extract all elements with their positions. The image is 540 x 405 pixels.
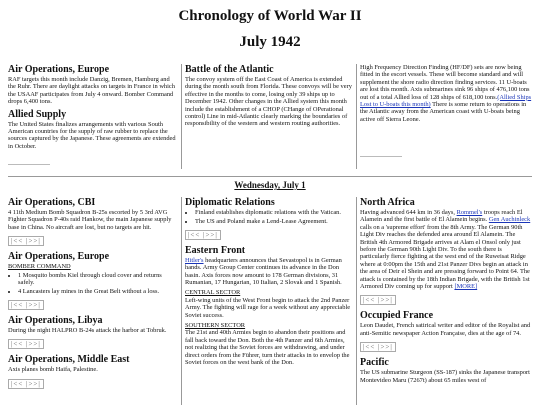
list-item: • 4 Lancasters lay mines in the Great Belt without a loss. <box>18 288 178 295</box>
prev-nav-button[interactable]: |<< <box>188 230 201 239</box>
section-text: During the night HALPRO B-24s attack the harbor at Tobruk. <box>8 326 167 334</box>
top-column-3 <box>360 64 532 126</box>
prev-nav-button[interactable]: |<< <box>11 237 24 246</box>
divider <box>360 156 402 157</box>
prev-nav-button[interactable]: |<< <box>363 296 376 305</box>
event-list <box>8 272 178 296</box>
section-heading: Air Operations, Europe <box>8 251 110 263</box>
next-nav-button[interactable]: |>>| <box>26 379 41 388</box>
section-text: Axis planes bomb Haifa, Palestine. <box>8 366 98 374</box>
section-text: Hitler's headquarters announces that Sevastopol is in German hands. Army Group Center continues its advance in the Don basin. Axis forces now amount to 178 German divisions, 31 Rumanian, 17 Hungarian, 10 Italian, 2 Slovak and 1 Spanish. <box>185 256 342 287</box>
column-divider <box>181 197 182 405</box>
section-heading: Pacific <box>360 357 389 369</box>
section-heading: Air Operations, Middle East <box>8 354 130 366</box>
entry-nav <box>8 236 44 246</box>
prev-nav-button[interactable]: |<< <box>363 343 376 352</box>
entry-nav <box>360 342 396 352</box>
section-text: The United States finalizes arrangements with various South American countries for the supply of raw rubber to replace the sources captured by the Japanese. These agreements are extended in October. <box>8 120 176 150</box>
entry-nav <box>360 295 396 305</box>
top-column-1 <box>8 64 176 153</box>
day-heading: Wednesday, July 1 <box>234 180 306 190</box>
section-heading: Air Operations, CBI <box>8 197 96 208</box>
hitler-link[interactable]: Hitler's <box>185 256 204 264</box>
section-text: RAF targets this month include Danzig, Bremen, Hamburg and the Ruhr. There are daylight attacks on targets in France in which the USAAF participates from July 4 onward. Bomber Command drops 6,400 tons. <box>8 76 175 106</box>
next-nav-button[interactable]: |>>| <box>26 300 41 309</box>
column-divider <box>181 64 182 169</box>
top-column-2 <box>185 64 352 131</box>
subsection-heading: CENTRAL SECTOR <box>185 289 241 297</box>
auchinleck-link[interactable]: Gen Auchinleck <box>488 216 531 224</box>
section-heading: Air Operations, Libya <box>8 314 103 326</box>
entry-nav <box>8 300 44 310</box>
entry-nav <box>8 339 44 349</box>
next-nav-button[interactable]: |>>| <box>26 340 41 349</box>
more-link[interactable]: [MORE] <box>454 283 478 291</box>
section-heading: North Africa <box>360 197 415 208</box>
section-heading: Air Operations, Europe <box>8 64 110 75</box>
entry-nav <box>8 379 44 389</box>
entry-nav <box>185 230 221 240</box>
subsection-heading: BOMBER COMMAND <box>8 263 71 271</box>
prev-nav-button[interactable]: |<< <box>11 300 24 309</box>
event-list <box>185 209 352 226</box>
section-rule <box>8 176 532 177</box>
next-nav-button[interactable]: |>>| <box>378 296 393 305</box>
divider <box>8 164 50 165</box>
section-heading: Allied Supply <box>8 108 67 120</box>
list-item: • Finland establishes diplomatic relations with the Vatican. <box>195 209 352 216</box>
section-text: Left-wing units of the West Front begin to attack the 2nd Panzer Army. The fighting will rage for a week without any appreciable Soviet success. <box>185 296 351 319</box>
prev-nav-button[interactable]: |<< <box>11 379 24 388</box>
list-item: • The US and Poland make a Lend-Lease Agreement. <box>195 218 352 225</box>
section-text: The 21st and 40th Armies begin to abandon their positions and fall back toward the Don. Both the 4th Panzer and 6th Armies, not realizing that the Soviet forces are withdrawing, and under direct orders from the Führer, turn their attacks in to envelop the Soviet forces on the west bank of the Don. <box>185 329 350 367</box>
next-nav-button[interactable]: |>>| <box>26 237 41 246</box>
section-heading: Diplomatic Relations <box>185 197 275 208</box>
day-column-1 <box>8 197 178 394</box>
rommel-link[interactable]: Rommel's <box>456 209 483 216</box>
section-text: 4 11th Medium Bomb Squadron B-25s escorted by 5 3rd AVG Fighter Squadron P-40s raid Hankow, the main Japanese supply base in China. No aircraft are lost, but no targets are hit. <box>8 209 172 231</box>
page-title: Chronology of World War II <box>178 8 362 24</box>
list-item: • 1 Mosquito bombs Kiel through cloud cover and returns safely. <box>18 272 178 287</box>
column-divider <box>356 64 357 169</box>
section-text: The convoy system off the East Coast of America is extended during the month south from Florida. These convoys will be very effective in the months to come, losing only 39 ships up to December 1942. Other changes in the Allied system this month include the establishment of a CHOP (CHange of OPerational control) Line in mid-Atlantic clearly marking the boundaries of responsibility of the western and western routing authorities. <box>185 76 352 128</box>
section-text: Leon Daudet, French satirical writer and editor of the Royalist and anti-Semitic newspaper Action Française, dies at the age of 74. <box>360 322 531 337</box>
allied-ships-lost-link[interactable]: (Allied Ships Lost to U-boats this month) <box>360 93 532 109</box>
section-text: High Frequency Direction Finding (HF/DF) sets are now being fitted in the escort vessels. These will become standard and will supplement the shore radio direction finding services. 11 U-boats are lost this month. Axis submarines sink 96 ships of 476,100 tons out of a total Allied loss of 128 ships of 618,100 tons.(Allied Ships Lost to U-boats this month) There is some return to operations in the Atlantic away from the American coast with U-boats being active off Sierra Leone. <box>360 64 532 123</box>
section-heading: Battle of the Atlantic <box>185 64 274 75</box>
section-text: The US submarine Sturgeon (SS-187) sinks the Japanese transport Montevideo Maru (7267t) about 65 miles west of <box>360 369 530 384</box>
next-nav-button[interactable]: |>>| <box>378 343 393 352</box>
section-heading: Eastern Front <box>185 244 246 256</box>
section-heading: Occupied France <box>360 310 434 322</box>
prev-nav-button[interactable]: |<< <box>11 340 24 349</box>
subsection-heading: SOUTHERN SECTOR <box>185 322 246 330</box>
section-text: Having advanced 644 km in 36 days, Rommel's troops reach El Alamein and the first battle of El Alamein begins. Gen Auchinleck calls on a 'supreme effort' from the 8th Army. The German 90th Light Div reaches the defended area around El Alamein. The British 4th Armored Brigade arrives at Alam el Onsol only just before the German 90th Light Div. To the south there is particularly fierce fighting at the west end of the Ruweisat Ridge where at 0:00pm the 15th and 21st Panzer Divs begin an attack in the area of Deir el Shein and are pressing forward to Point 64. The attack is contained by the 18th Indian Brigade, with the British 1st Armored Div coming up for support [MORE] <box>360 209 531 291</box>
column-divider <box>356 197 357 405</box>
next-nav-button[interactable]: |>>| <box>203 230 218 239</box>
page-subtitle: July 1942 <box>239 34 301 50</box>
day-column-2 <box>185 197 352 370</box>
day-column-3 <box>360 197 532 387</box>
